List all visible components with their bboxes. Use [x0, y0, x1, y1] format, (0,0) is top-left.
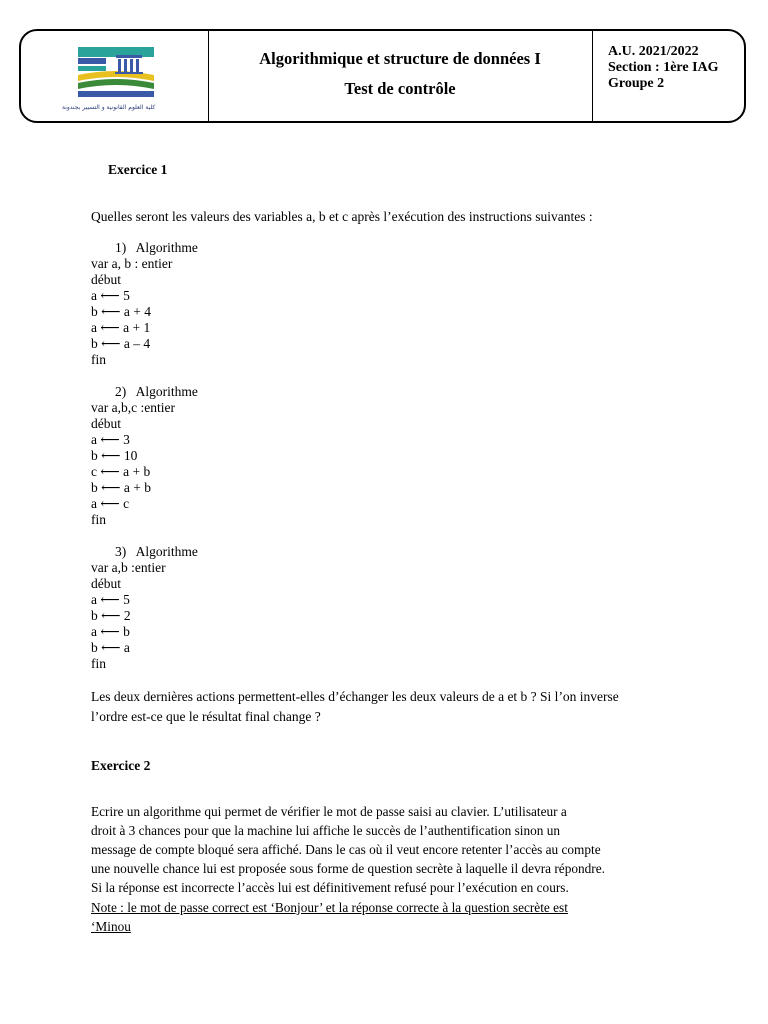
- title-line-2: Test de contrôle: [344, 79, 456, 98]
- algo-line: b ⟵ 2: [91, 608, 131, 623]
- follow-up-line-1: Les deux dernières actions permettent-elles d’échanger les deux valeurs de a et b ? Si l’on inverse: [91, 689, 619, 704]
- exercise-1-title: Exercice 1: [108, 162, 168, 177]
- algo-line: a ⟵ 3: [91, 432, 130, 447]
- algo-line: fin: [91, 656, 106, 671]
- algo-line: fin: [91, 352, 106, 367]
- algo-line: a ⟵ 5: [91, 288, 130, 303]
- algo-line: var a, b : entier: [91, 256, 173, 271]
- follow-up-line-2: l’ordre est-ce que le résultat final change ?: [91, 709, 321, 724]
- exercise-1-question: Quelles seront les valeurs des variables a, b et c après l’exécution des instructions suivantes :: [91, 209, 593, 224]
- faculty-logo-icon: [76, 45, 156, 107]
- algo-line: b ⟵ 10: [91, 448, 138, 463]
- algo-line: var a,b :entier: [91, 560, 166, 575]
- algo-line: b ⟵ a + b: [91, 480, 151, 495]
- algo-line: début: [91, 272, 121, 287]
- title-cell: [209, 31, 593, 121]
- body-line: une nouvelle chance lui est proposée sous forme de question secrète à laquelle il devra répondre.: [91, 861, 605, 876]
- info-cell: [593, 31, 744, 121]
- groupe: Groupe 2: [608, 76, 665, 91]
- note-line-1: Note : le mot de passe correct est ‘Bonjour’ et la réponse correcte à la question secrète est: [91, 900, 568, 915]
- algo-line: fin: [91, 512, 106, 527]
- body-line: message de compte bloqué sera affiché. Dans le cas où il veut encore retenter l’accès au compte: [91, 842, 601, 857]
- exercise-2-title: Exercice 2: [91, 758, 151, 773]
- algo-3-heading: 3) Algorithme: [115, 544, 198, 559]
- note-line-2: ‘Minou: [91, 919, 131, 934]
- logo-arabic-text: كلية العلوم القانونية و التسيير بجندوبة: [62, 104, 156, 111]
- algo-line: b ⟵ a: [91, 640, 130, 655]
- algo-line: a ⟵ c: [91, 496, 130, 511]
- academic-year: A.U. 2021/2022: [608, 44, 699, 59]
- body-line: Si la réponse est incorrecte l’accès lui est définitivement refusé pour l’exécution en cours.: [91, 880, 569, 895]
- algo-2-heading: 2) Algorithme: [115, 384, 198, 399]
- section: Section : 1ère IAG: [608, 60, 719, 75]
- algo-line: a ⟵ a + 1: [91, 320, 151, 335]
- algo-line: c ⟵ a + b: [91, 464, 151, 479]
- algo-line: début: [91, 576, 121, 591]
- algo-line: b ⟵ a – 4: [91, 336, 151, 351]
- body-line: Ecrire un algorithme qui permet de vérifier le mot de passe saisi au clavier. L’utilisateur a: [91, 804, 567, 819]
- algo-line: a ⟵ 5: [91, 592, 130, 607]
- algo-line: début: [91, 416, 121, 431]
- algo-line: var a,b,c :entier: [91, 400, 175, 415]
- title-line-1: Algorithmique et structure de données I: [259, 49, 541, 68]
- body-line: droit à 3 chances pour que la machine lui affiche le succès de l’authentification sinon un: [91, 823, 561, 838]
- algo-line: a ⟵ b: [91, 624, 130, 639]
- algo-1-heading: 1) Algorithme: [115, 240, 198, 255]
- algo-line: b ⟵ a + 4: [91, 304, 151, 319]
